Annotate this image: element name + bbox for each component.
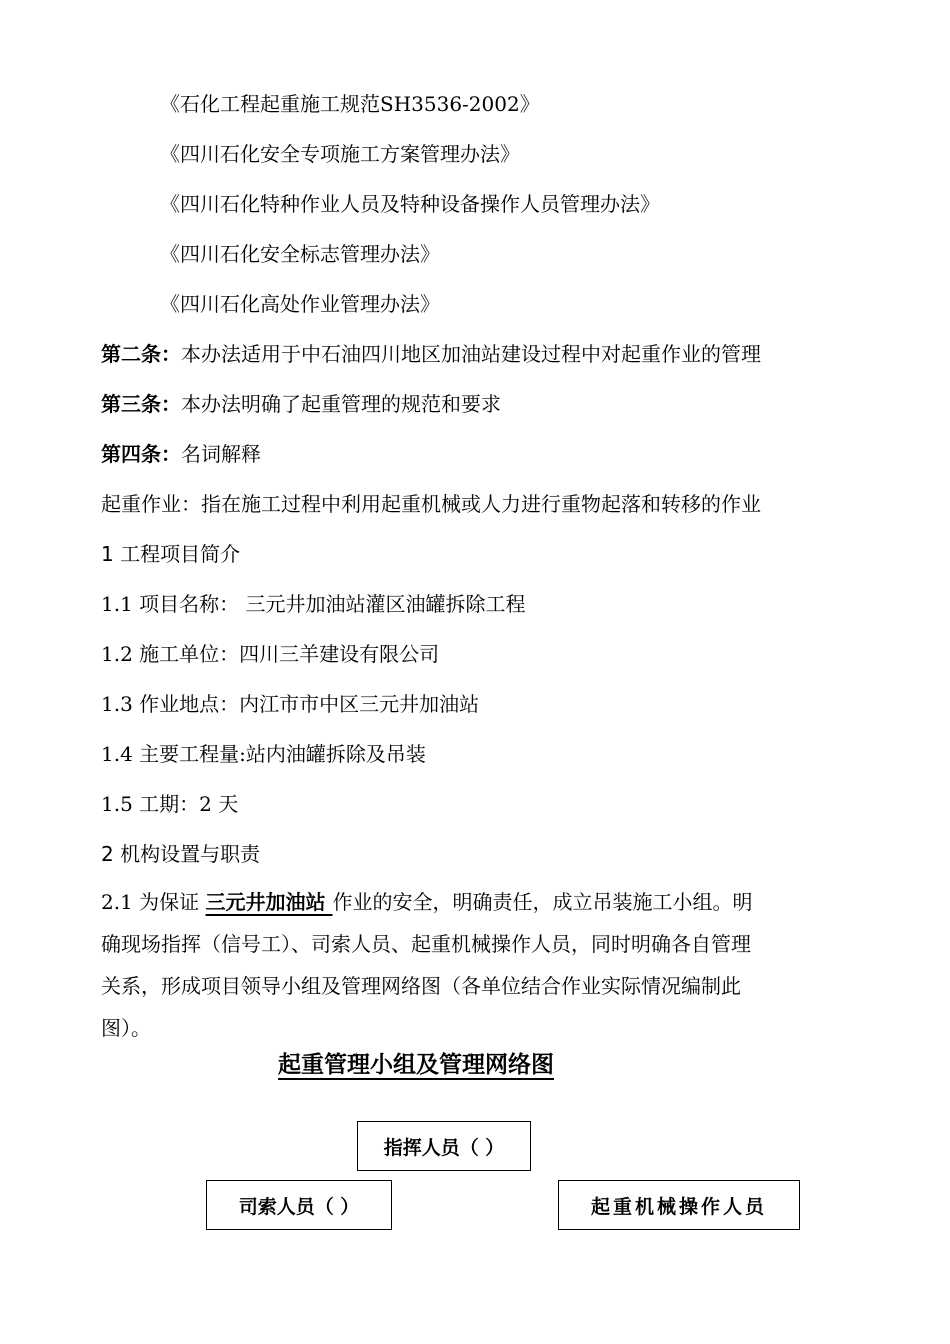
reference-item: 《四川石化安全标志管理办法》	[160, 242, 440, 266]
project-item: 1.3 作业地点：内江市市中区三元井加油站	[101, 692, 480, 716]
paragraph-line: 确现场指挥（信号工）、司索人员、起重机械操作人员，同时明确各自管理	[101, 932, 751, 956]
article-text: 名词解释	[181, 442, 261, 466]
reference-item: 《四川石化特种作业人员及特种设备操作人员管理办法》	[160, 192, 660, 216]
article-label: 第二条：	[101, 342, 181, 366]
commander-label: 指挥人员（ ）	[383, 1136, 505, 1159]
project-item: 1.2 施工单位：四川三羊建设有限公司	[101, 642, 440, 666]
operator-label: 起重机械操作人员	[590, 1195, 767, 1218]
paragraph-line: 关系，形成项目领导小组及管理网络图（各单位结合作业实际情况编制此	[101, 974, 741, 998]
operator-box	[558, 1180, 800, 1230]
commander-box	[357, 1121, 531, 1171]
paragraph-prefix: 2.1 为保证	[101, 890, 206, 914]
reference-item: 《石化工程起重施工规范SH3536-2002》	[160, 92, 540, 116]
paragraph-rest: 作业的安全，明确责任，成立吊装施工小组。明	[332, 890, 753, 914]
section-2-heading: 2 机构设置与职责	[101, 842, 261, 866]
article-text: 本办法适用于中石油四川地区加油站建设过程中对起重作业的管理	[181, 342, 761, 366]
diagram-title: 起重管理小组及管理网络图	[278, 1052, 554, 1078]
project-item: 1.5 工期：2 天	[101, 792, 239, 816]
rigger-label: 司索人员（ ）	[238, 1195, 360, 1218]
underlined-station-name: 三元井加油站	[205, 890, 333, 914]
reference-item: 《四川石化安全专项施工方案管理办法》	[160, 142, 520, 166]
section-1-heading: 1 工程项目简介	[101, 542, 241, 566]
paragraph-line: 图）。	[101, 1016, 151, 1040]
rigger-box	[206, 1180, 392, 1230]
article-2	[101, 340, 761, 368]
project-item: 1.1 项目名称： 三元井加油站灌区油罐拆除工程	[101, 592, 526, 616]
project-item: 1.4 主要工程量:站内油罐拆除及吊装	[101, 742, 426, 766]
definition: 起重作业：指在施工过程中利用起重机械或人力进行重物起落和转移的作业	[101, 492, 761, 516]
article-text: 本办法明确了起重管理的规范和要求	[181, 392, 501, 416]
reference-item: 《四川石化高处作业管理办法》	[160, 292, 440, 316]
article-4	[101, 440, 261, 468]
article-3	[101, 390, 501, 418]
article-label: 第三条：	[101, 392, 181, 416]
paragraph-line	[101, 888, 753, 916]
article-label: 第四条：	[101, 442, 181, 466]
